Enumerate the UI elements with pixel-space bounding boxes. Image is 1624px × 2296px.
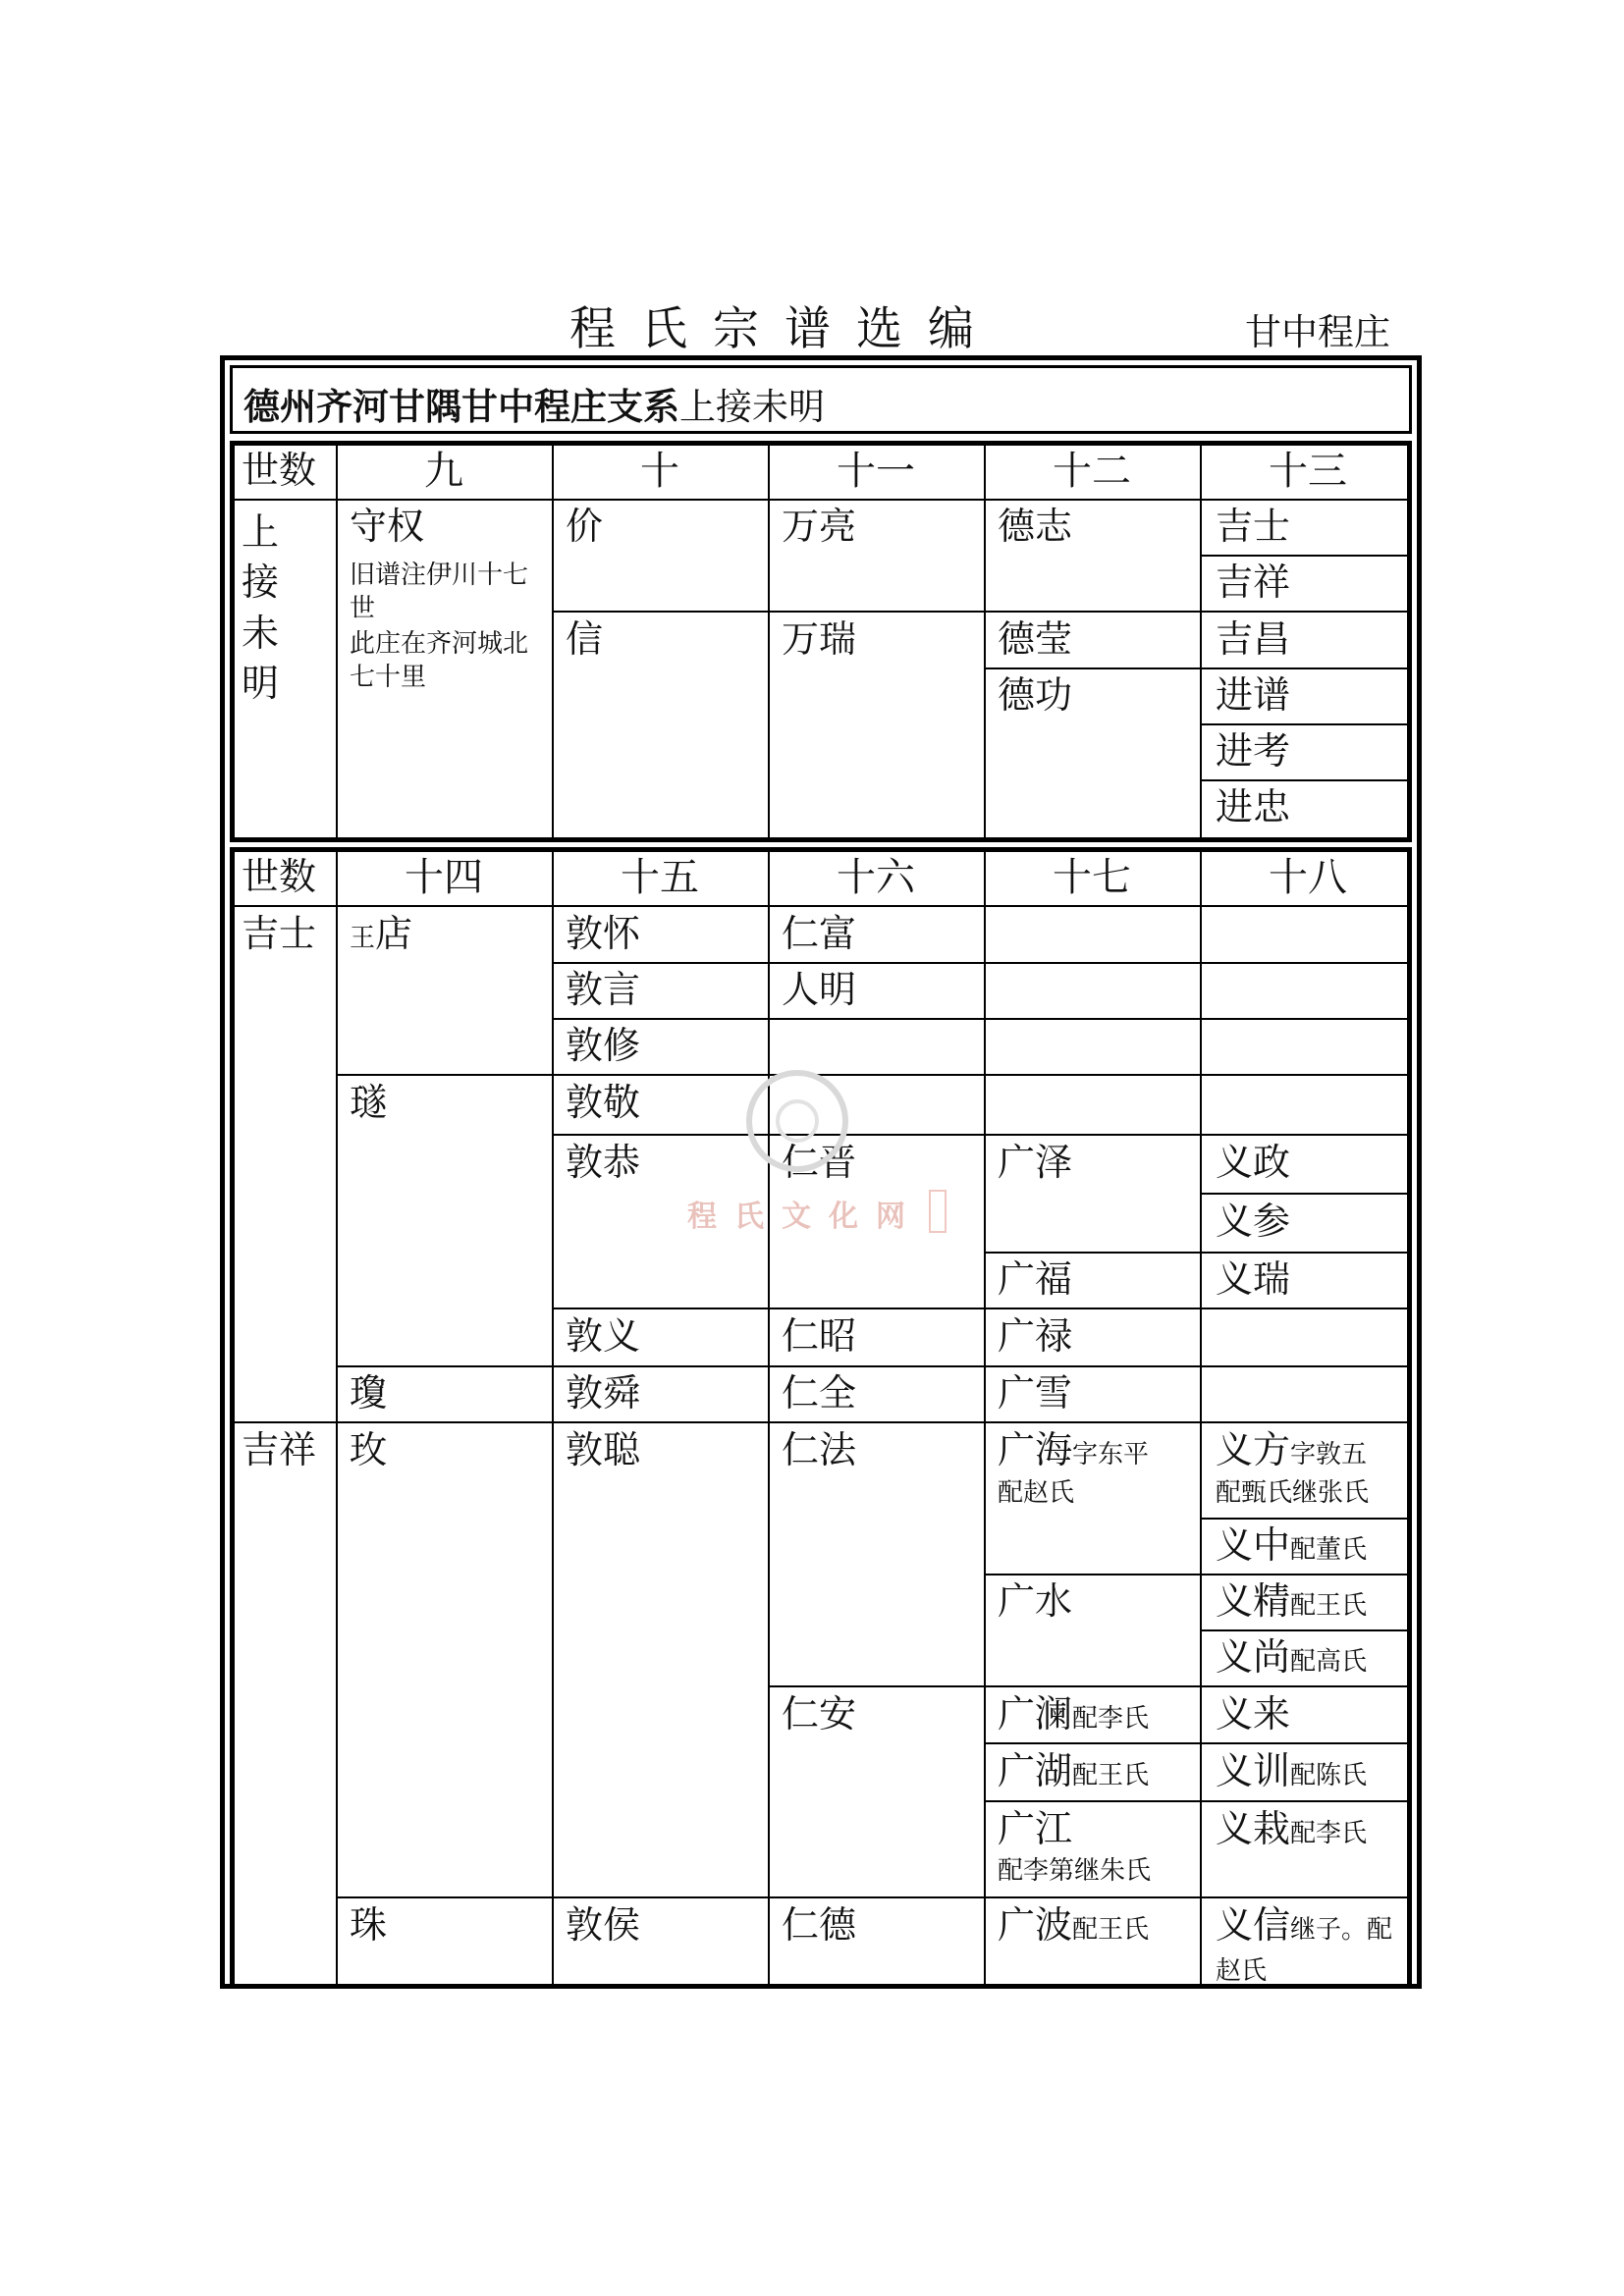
t2-gen15-1: 敦言 [566,968,641,1011]
branch-title-main: 德州齐河甘隅甘中程庄支系 [244,386,679,428]
t2-gen17-5: 广水 [998,1579,1073,1623]
t2-gen15-8: 敦侯 [566,1903,641,1947]
t2-gen17-1: 广福 [998,1257,1073,1301]
t1-gen9-name: 守权 [350,505,425,548]
t2-gen18-0: 义政 [1216,1141,1291,1184]
t1-gen12-1: 德莹 [998,617,1073,661]
t1-row-label: 上接未明 [242,510,280,705]
t2-gen17-4: 广海字东平 [998,1428,1150,1471]
t2-label-jixiang: 吉祥 [242,1428,317,1471]
t2-gen18-7: 义来 [1216,1692,1291,1735]
t1-gen10-0: 价 [566,505,604,548]
t2-gen16-4: 仁全 [782,1371,857,1415]
t2-gen14-2: 瓊 [350,1371,388,1415]
branch-title-sub: 上接未明 [679,386,825,428]
t1-gen13-5: 进忠 [1216,785,1291,828]
t1-gen9-note2: 此庄在齐河城北七十里 [350,629,529,692]
t2-gen16-7: 仁德 [782,1903,857,1947]
t2-gen16-2: 仁晋 [782,1141,857,1184]
t2-gen18-3: 义方字敦五 [1216,1428,1368,1471]
t2-gen14-4: 珠 [350,1903,388,1947]
t1-gen13-2: 吉昌 [1216,617,1291,661]
t2-gen17-8-note2: 配李第继朱氏 [998,1856,1152,1886]
watermark-stamp-icon [929,1190,947,1233]
t2-gen17-9: 广波配王氏 [998,1903,1150,1947]
t1-gen12-0: 德志 [998,505,1073,548]
place-name: 甘中程庄 [1245,311,1390,353]
t2-label-jishi: 吉士 [242,912,317,955]
t2-gen15-4: 敦恭 [566,1141,641,1184]
t2-gen17-6: 广澜配李氏 [998,1692,1150,1735]
t2-gen15-7: 敦聪 [566,1428,641,1471]
t1-header-gen11: 十一 [837,449,915,494]
t1-gen13-3: 进谱 [1216,673,1291,717]
t1-gen13-1: 吉祥 [1216,561,1291,604]
t2-header-gen14: 十四 [405,855,483,900]
t2-header-gen18: 十八 [1269,855,1347,900]
t2-gen18-8: 义训配陈氏 [1216,1749,1368,1792]
document-title: 程氏宗谱选编 [569,302,1000,356]
t1-gen11-0: 万亮 [782,505,857,548]
t2-gen18-4: 义中配董氏 [1216,1523,1368,1567]
t2-gen15-0: 敦怀 [566,912,641,955]
t1-header-gen12: 十二 [1053,449,1131,494]
t2-gen15-3: 敦敬 [566,1081,641,1124]
t2-gen16-0: 仁富 [782,912,857,955]
t1-header-gen10: 十 [640,449,679,494]
t2-gen18-6: 义尚配高氏 [1216,1635,1368,1679]
watermark-text: 程氏文化网 [687,1200,923,1234]
t2-gen18-10-note2: 赵氏 [1216,1956,1268,1986]
t1-gen12-2: 德功 [998,673,1073,717]
t2-gen16-6: 仁安 [782,1692,857,1735]
t2-gen17-8: 广江 [998,1807,1073,1850]
t2-gen15-2: 敦修 [566,1024,641,1067]
t1-gen13-0: 吉士 [1216,505,1291,548]
t2-gen16-3: 仁昭 [782,1314,857,1358]
branch-title [244,377,825,430]
t2-gen18-9: 义栽配李氏 [1216,1807,1368,1850]
t2-gen18-5: 义精配王氏 [1216,1579,1368,1623]
t2-gen17-7: 广湖配王氏 [998,1749,1150,1792]
t2-header-gen15: 十五 [621,855,699,900]
t2-gen17-3: 广雪 [998,1371,1073,1415]
t2-gen18-10: 义信继子。配 [1216,1903,1393,1947]
t2-gen17-0: 广泽 [998,1141,1073,1184]
t1-gen13-4: 进考 [1216,729,1291,773]
t2-gen14-1: 璲 [350,1081,388,1124]
t2-gen17-2: 广禄 [998,1314,1073,1358]
t2-gen15-5: 敦义 [566,1314,641,1358]
t2-gen18-1: 义参 [1216,1200,1291,1243]
t2-gen16-1: 人明 [782,968,857,1011]
t2-header-gen17: 十七 [1053,855,1131,900]
t2-gen14-0: 王店 [350,912,413,955]
t1-header-generation: 世数 [242,449,317,492]
watermark-seal-inner-icon [776,1099,819,1143]
t2-header-generation: 世数 [242,855,317,898]
t2-gen17-4-note2: 配赵氏 [998,1478,1075,1508]
t1-gen9-note1: 旧谱注伊川十七世 [350,561,529,623]
t2-gen18-3-note2: 配甄氏继张氏 [1216,1478,1370,1508]
t2-header-gen16: 十六 [837,855,915,900]
t2-gen14-3: 玫 [350,1428,388,1471]
t1-header-gen9: 九 [424,449,463,494]
t2-gen15-6: 敦舜 [566,1371,641,1415]
t1-header-gen13: 十三 [1269,449,1347,494]
t2-gen18-2: 义瑞 [1216,1257,1291,1301]
t1-gen11-1: 万瑞 [782,617,857,661]
t1-gen10-1: 信 [566,617,604,661]
t2-gen16-5: 仁法 [782,1428,857,1471]
